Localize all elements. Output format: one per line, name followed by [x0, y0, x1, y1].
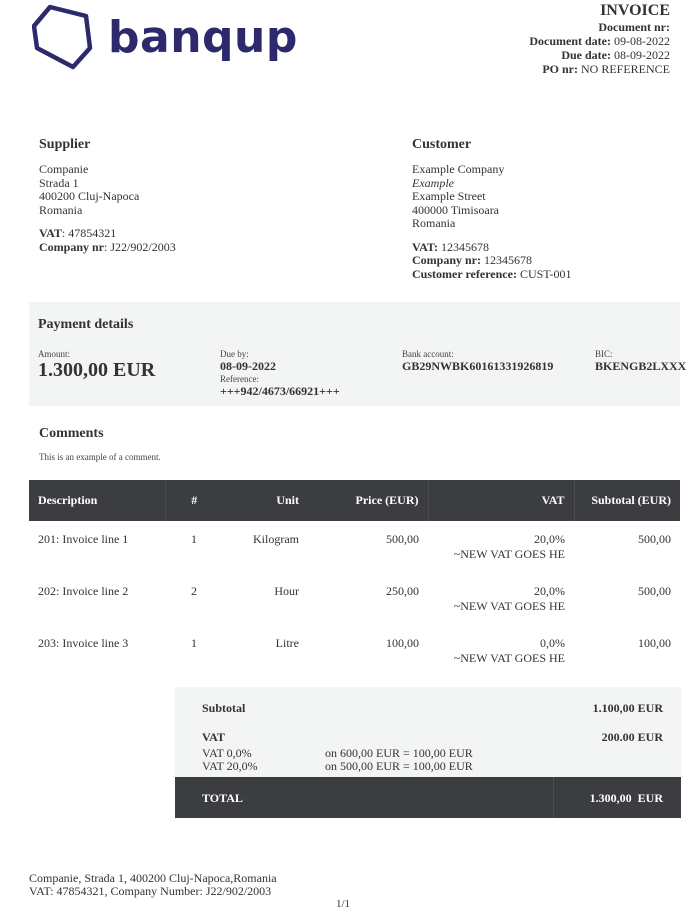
row-unit: Kilogram	[253, 532, 299, 546]
totals-panel	[175, 687, 681, 777]
row-vat-note: ~NEW VAT GOES HE	[453, 547, 565, 561]
row-number: 2	[191, 584, 197, 598]
customer-vat: VAT: 12345678	[412, 239, 490, 254]
col-subtotal: Subtotal (EUR)	[574, 480, 680, 521]
table-row	[29, 521, 680, 573]
amount-value: 1.300,00 EUR	[38, 359, 156, 381]
invoice-lines-table	[29, 480, 680, 677]
total-bar	[175, 777, 681, 818]
comments-title: Comments	[39, 426, 104, 441]
bank-account-label: Bank account:	[402, 349, 454, 359]
row-price: 500,00	[386, 532, 419, 546]
vat-label: VAT	[202, 730, 225, 744]
banqup-logo-icon	[32, 4, 98, 75]
row-vat-rate: 0,0%	[540, 636, 565, 650]
subtotal-value: 1.100,00 EUR	[592, 701, 663, 715]
customer-title: Customer	[412, 137, 472, 152]
row-vat	[428, 521, 574, 573]
document-date: Document date: 09-08-2022	[529, 34, 670, 48]
vat-detail-line: on 600,00 EUR = 100,00 EUR	[325, 746, 473, 760]
customer-street: Example Street	[412, 189, 486, 203]
due-by-value: 08-09-2022	[220, 359, 276, 373]
row-number: 1	[191, 532, 197, 546]
vat-breakdown-rates	[202, 747, 258, 773]
customer-company-nr: Company nr: 12345678	[412, 253, 533, 267]
supplier-company-nr: Company nr: J22/902/2003	[39, 239, 176, 254]
vat-detail-line: on 500,00 EUR = 100,00 EUR	[325, 759, 473, 773]
row-vat-rate: 20,0%	[534, 584, 565, 598]
subtotal-label: Subtotal	[202, 701, 246, 715]
table-row	[29, 625, 680, 677]
customer-city: 400000 Timisoara	[412, 202, 500, 217]
col-price: Price (EUR)	[308, 480, 428, 521]
comment-text: This is an example of a comment.	[39, 452, 161, 462]
row-description: 202: Invoice line 2	[38, 584, 129, 598]
row-subtotal: 100,00	[638, 636, 671, 650]
col-unit: Unit	[223, 480, 308, 521]
document-nr: Document nr:	[598, 20, 670, 34]
brand-name: banqup	[108, 12, 298, 63]
supplier-city: 400200 Cluj-Napoca	[39, 189, 140, 203]
customer-reference: Customer reference: CUST-001	[412, 266, 572, 281]
row-subtotal: 500,00	[638, 532, 671, 546]
customer-address	[412, 163, 572, 281]
due-by-label: Due by:	[220, 349, 249, 359]
invoice-title: INVOICE	[600, 2, 670, 19]
supplier-title: Supplier	[39, 137, 91, 152]
due-date: Due date: 08-09-2022	[561, 48, 670, 62]
footer	[29, 872, 277, 898]
row-price: 250,00	[386, 584, 419, 598]
bic-label: BIC:	[595, 349, 613, 359]
payment-title: Payment details	[38, 317, 134, 332]
supplier-vat: VAT: 47854321	[39, 226, 117, 240]
row-description: 203: Invoice line 3	[38, 636, 129, 650]
row-subtotal: 500,00	[638, 584, 671, 598]
vat-breakdown-details	[325, 747, 473, 773]
bic-value: BKENGB2LXXX	[595, 359, 687, 373]
customer-country: Romania	[412, 216, 456, 230]
footer-address: Companie, Strada 1, 400200 Cluj-Napoca,Romania	[29, 871, 277, 885]
col-vat: VAT	[428, 480, 574, 521]
row-vat	[428, 573, 574, 625]
customer-name: Example Company	[412, 162, 505, 176]
row-description: 201: Invoice line 1	[38, 532, 129, 546]
supplier-street: Strada 1	[39, 175, 79, 190]
vat-value: 200.00 EUR	[601, 730, 663, 744]
row-unit: Hour	[274, 584, 299, 598]
supplier-country: Romania	[39, 202, 83, 217]
vat-rate-line: VAT 0,0%	[202, 746, 252, 760]
supplier-name: Companie	[39, 162, 89, 176]
row-unit: Litre	[275, 636, 299, 650]
row-vat-note: ~NEW VAT GOES HE	[453, 651, 565, 665]
col-description: Description	[29, 480, 165, 521]
total-label: TOTAL	[202, 791, 243, 805]
table-header-row	[29, 480, 680, 521]
invoice-header	[529, 2, 670, 76]
row-number: 1	[191, 636, 197, 650]
table-row	[29, 573, 680, 625]
row-vat	[428, 625, 574, 677]
amount-label: Amount:	[38, 349, 71, 359]
footer-registration: VAT: 47854321, Company Number: J22/902/2003	[29, 884, 272, 898]
po-number: PO nr: NO REFERENCE	[542, 62, 670, 76]
payment-details-panel	[29, 302, 687, 406]
row-vat-rate: 20,0%	[534, 532, 565, 546]
supplier-address	[39, 163, 176, 254]
bank-account-value: GB29NWBK60161331926819	[402, 359, 554, 373]
reference-value: +++942/4673/66921+++	[220, 384, 340, 398]
total-value: 1.300,00 EUR	[589, 791, 663, 805]
customer-alias: Example	[412, 175, 454, 190]
vat-rate-line: VAT 20,0%	[202, 759, 258, 773]
page-number: 1/1	[336, 898, 351, 910]
col-number: #	[165, 480, 223, 521]
total-bar-divider	[553, 777, 554, 818]
reference-label: Reference:	[220, 374, 259, 384]
row-price: 100,00	[386, 636, 419, 650]
row-vat-note: ~NEW VAT GOES HE	[453, 599, 565, 613]
